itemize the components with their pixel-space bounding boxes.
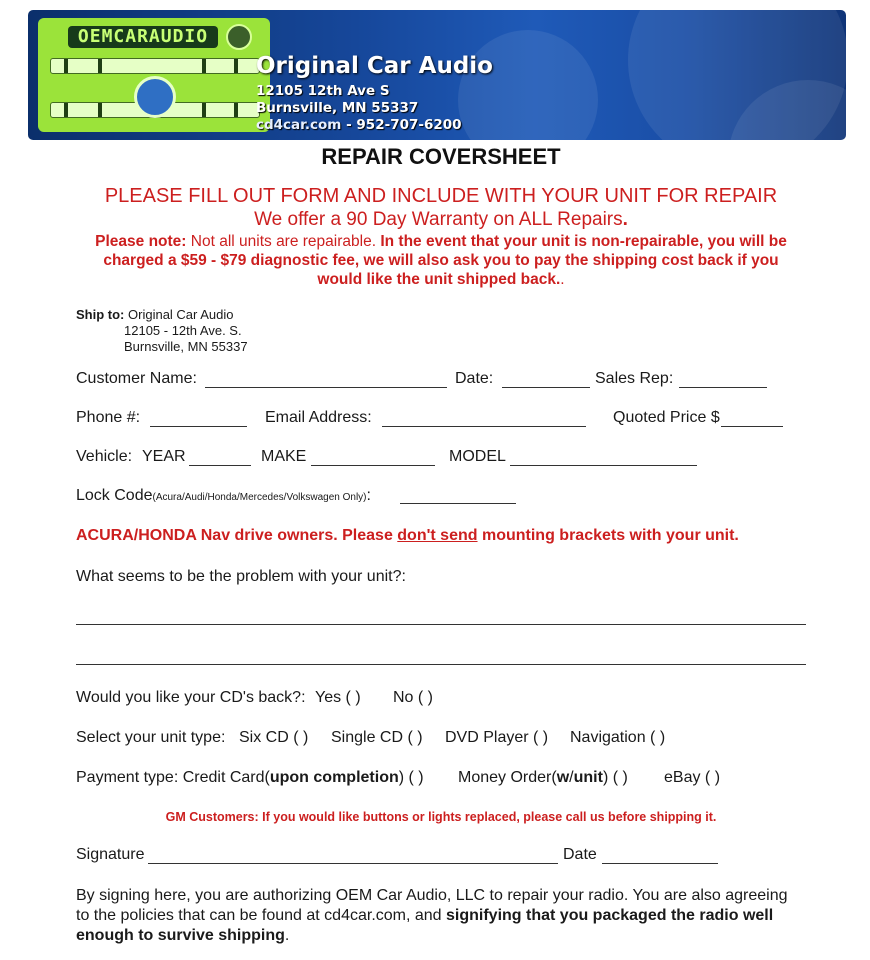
- model-field[interactable]: [510, 465, 697, 466]
- problem-line-1[interactable]: [76, 624, 806, 625]
- email-field[interactable]: [382, 426, 586, 427]
- company-contact: cd4car.com - 952-707-6200: [256, 117, 462, 133]
- phone-field[interactable]: [150, 426, 247, 427]
- fill-out-notice: PLEASE FILL OUT FORM AND INCLUDE WITH YOUR UNIT FOR REPAIR: [104, 185, 778, 207]
- radio-display: OEMCARAUDIO: [68, 26, 218, 48]
- ship-to-name: Original Car Audio: [128, 307, 234, 322]
- radio-knob-icon: [226, 24, 252, 50]
- ship-to-city: Burnsville, MN 55337: [124, 339, 248, 354]
- warranty-notice: We offer a 90 Day Warranty on ALL Repairs.: [254, 209, 628, 230]
- repair-note-line2: charged a $59 - $79 diagnostic fee, we will also ask you to pay the shipping cost back if you: [103, 252, 779, 269]
- payment-credit-card[interactable]: Payment type: Credit Card(upon completion) ( ): [76, 769, 424, 786]
- make-label: MAKE: [261, 448, 307, 465]
- radio-button-row: [50, 58, 260, 74]
- date-label: Date:: [455, 370, 494, 387]
- payment-ebay[interactable]: eBay ( ): [664, 769, 721, 786]
- lock-code-field[interactable]: [400, 503, 516, 504]
- company-name: Original Car Audio: [256, 53, 493, 79]
- company-website[interactable]: cd4car.com: [256, 117, 342, 133]
- year-label: YEAR: [142, 448, 186, 465]
- signature-date-field[interactable]: [602, 863, 718, 864]
- sales-rep-label: Sales Rep:: [595, 370, 674, 387]
- page-title: REPAIR COVERSHEET: [321, 144, 561, 169]
- phone-label: Phone #:: [76, 409, 141, 426]
- customer-name-field[interactable]: [205, 387, 447, 388]
- car-radio-logo: [38, 18, 270, 132]
- agreement-line2: to the policies that can be found at cd4car.com, and signifying that you packaged the radio well: [76, 907, 774, 924]
- cd-back-question: Would you like your CD's back?:: [76, 689, 306, 706]
- make-field[interactable]: [311, 465, 435, 466]
- ship-to-label: Ship to: Original Car Audio: [76, 307, 234, 322]
- problem-line-2[interactable]: [76, 664, 806, 665]
- unit-type-label: Select your unit type:: [76, 729, 226, 746]
- lock-code-label: Lock Code(Acura/Audi/Honda/Mercedes/Volkswagen Only):: [76, 487, 371, 504]
- repair-note-line3: would like the unit shipped back..: [317, 271, 565, 288]
- model-label: MODEL: [449, 448, 506, 465]
- company-address-line2: Burnsville, MN 55337: [256, 100, 419, 116]
- gm-customers-notice: GM Customers: If you would like buttons or lights replaced, please call us before shipping it.: [165, 810, 717, 824]
- payment-money-order[interactable]: Money Order(w/unit) ( ): [458, 769, 628, 786]
- unit-type-six-cd[interactable]: Six CD ( ): [239, 729, 309, 746]
- unit-type-single-cd[interactable]: Single CD ( ): [331, 729, 423, 746]
- vehicle-label: Vehicle:: [76, 448, 133, 465]
- cd-back-yes[interactable]: Yes ( ): [315, 689, 361, 706]
- quoted-price-field[interactable]: [721, 426, 783, 427]
- signature-field[interactable]: [148, 863, 558, 864]
- lock-code-note: (Acura/Audi/Honda/Mercedes/Volkswagen Only): [152, 492, 367, 503]
- signature-label: Signature: [76, 846, 145, 863]
- header-banner: [28, 10, 846, 140]
- ship-to-street: 12105 - 12th Ave. S.: [124, 323, 242, 338]
- unit-type-navigation[interactable]: Navigation ( ): [570, 729, 666, 746]
- quoted-price-label: Quoted Price $: [613, 409, 720, 426]
- date-field[interactable]: [502, 387, 590, 388]
- email-label: Email Address:: [265, 409, 372, 426]
- agreement-line3: enough to survive shipping.: [76, 927, 290, 944]
- cd-back-no[interactable]: No ( ): [393, 689, 433, 706]
- company-phone: 952-707-6200: [356, 117, 462, 133]
- company-address-line1: 12105 12th Ave S: [256, 83, 390, 99]
- signature-date-label: Date: [563, 846, 597, 863]
- radio-power-icon: [134, 76, 176, 118]
- acura-honda-notice: ACURA/HONDA Nav drive owners. Please don't send mounting brackets with your unit.: [76, 527, 739, 544]
- agreement-line1: By signing here, you are authorizing OEM Car Audio, LLC to repair your radio. You are also agreeing: [76, 887, 788, 904]
- problem-question: What seems to be the problem with your unit?:: [76, 568, 406, 585]
- repair-note-line1: Please note: Not all units are repairable. In the event that your unit is non-repairable, you will be: [95, 233, 787, 250]
- year-field[interactable]: [189, 465, 251, 466]
- unit-type-dvd-player[interactable]: DVD Player ( ): [445, 729, 549, 746]
- sales-rep-field[interactable]: [679, 387, 767, 388]
- customer-name-label: Customer Name:: [76, 370, 197, 387]
